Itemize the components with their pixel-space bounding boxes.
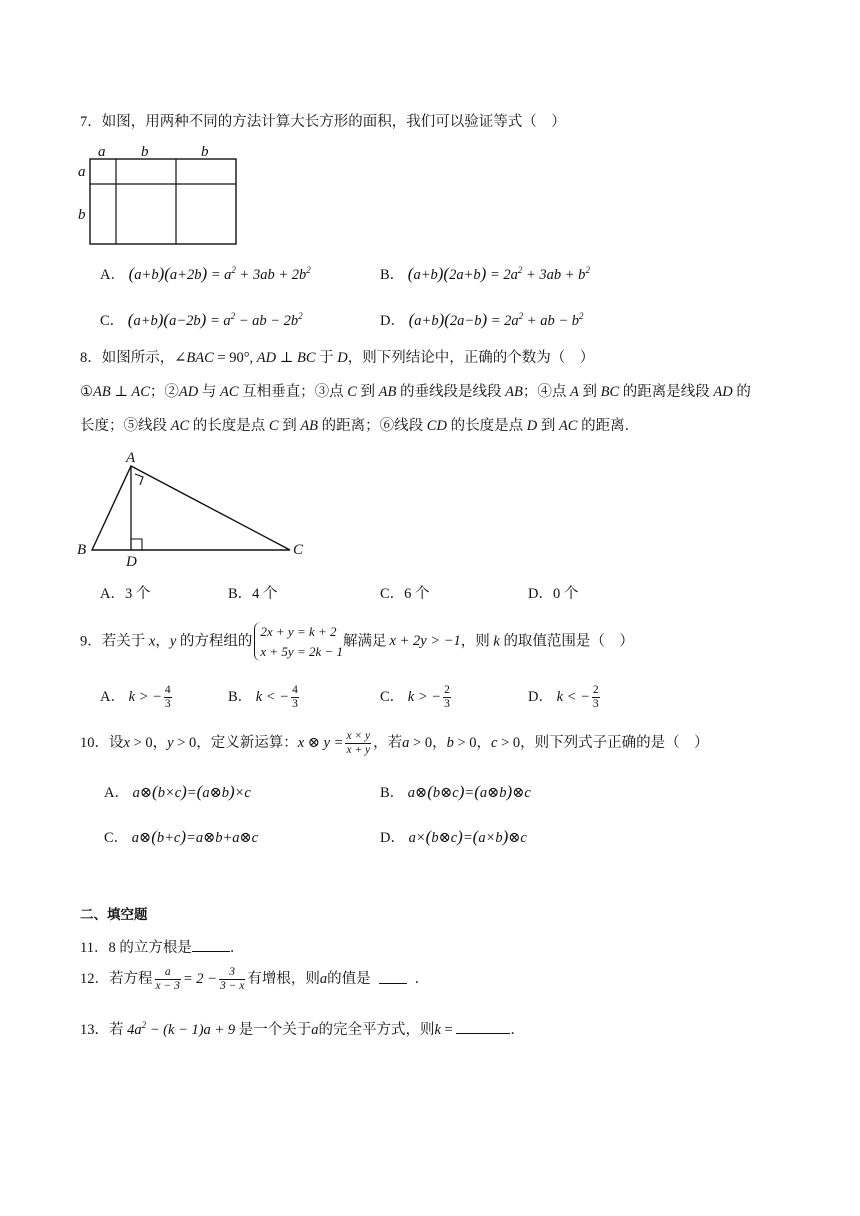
q9-option-a[interactable]: A． k > − $\frac{4}{3}$ [100,684,171,711]
q7-option-b[interactable]: B． $(a+b)(2a+b) = 2a^2 + 3ab + b^2$ [380,264,590,283]
q7-option-c[interactable]: C． $(a+b)(a-2b) = a^2$ − ab − $2b^2$ [100,310,303,329]
q7-option-a[interactable]: A． $(a+b)(a+2b) = a^2 + 3ab + 2b^2$ [100,264,311,283]
q10-option-a[interactable]: A． a⊗(b×c)=(a⊗b)×c [104,782,251,801]
q7-col-label-b1: b [141,144,149,160]
q13-stem: 13．若 $4a^2 - (k - 1)a + 9$ 是一个关于a的完全平方式，则k = ． [80,1020,525,1038]
q8-right-angle-d [131,539,142,550]
q7-stem: 7．如图，用两种不同的方法计算大长方形的面积，我们可以验证等式（ ） [80,114,566,130]
q8-right-angle-a [135,474,143,485]
q8-label-a: A [126,450,136,466]
q9-option-b[interactable]: B． k < − $\frac{4}{3}$ [228,684,298,711]
q7-row-label-a: a [78,164,86,180]
q8-conclusions-line-1: ①AB ⊥ AC；②AD 与 AC 互相垂直；③点 C 到 AB 的垂线段是线段 AB；④点 A 到 BC 的距离是线段 AD 的 [80,384,751,400]
q7-row-label-b: b [78,207,86,223]
section-title-fill-in: 二、填空题 [80,907,148,923]
q7-col-label-b2: b [201,144,209,160]
q9-equation-system: 2x + y = k + 2 x + 5y = 2k − 1 [254,622,343,661]
q8-option-a[interactable]: A．3 个 [100,586,151,602]
q10-option-c[interactable]: C． a⊗(b+c)=a⊗b+a⊗c [104,827,259,846]
q11-answer-blank[interactable] [192,938,230,952]
q8-option-c[interactable]: C．6 个 [380,586,430,602]
q7-col-label-a: a [98,144,106,160]
q9-option-c[interactable]: C． k > − $\frac{2}{3}$ [380,684,450,711]
q9-option-d[interactable]: D． k < − $\frac{2}{3}$ [528,684,599,711]
q10-stem: 10．设x > 0，y > 0，定义新运算：x ⊗ y = $\frac{x \times y}{x + y}$ ，若a > 0，b > 0，c > 0，则下列式子正确的是（ ） [80,730,709,757]
q9-stem: 9．若关于 x，y 的方程组的 2x + y = k + 2 x + 5y = 2k − 1 解满足 x + 2y > −1，则 k 的取值范围是（ ） [80,622,634,661]
q8-triangle-abc [92,466,290,550]
q8-triangle-figure [74,446,314,570]
q8-label-d: D [126,554,137,570]
q7-rectangle-figure [76,142,251,250]
q8-option-d[interactable]: D．0 个 [528,586,579,602]
q10-option-d[interactable]: D． a×(b⊗c)=(a×b)⊗c [380,827,527,846]
q7-option-d[interactable]: D． $(a+b)(2a-b) = 2a^2$ + ab − $b^2$ [380,310,584,329]
q10-option-b[interactable]: B． a⊗(b⊗c)=(a⊗b)⊗c [380,782,531,801]
q8-label-b: B [77,542,87,558]
q8-option-b[interactable]: B．4 个 [228,586,278,602]
q8-label-c: C [293,542,304,558]
q8-conclusions-line-2: 长度；⑤线段 AC 的长度是点 C 到 AB 的距离；⑥线段 CD 的长度是点 D 到 AC 的距离． [80,418,640,434]
q7-outer-rect [90,159,236,244]
q13-answer-blank[interactable] [456,1020,510,1034]
q11-stem: 11．8 的立方根是 ． [80,940,245,956]
q8-stem: 8．如图所示，∠BAC = 90°, AD ⊥ BC 于 D，则下列结论中，正确的个数为（ ） [80,350,595,366]
q12-answer-blank[interactable] [379,970,407,984]
q12-stem: 12．若方程 $\frac{a}{x - 3}$ = 2 − $\frac{3}{3 - x}$ 有增根，则a的值是 ． [80,966,430,993]
